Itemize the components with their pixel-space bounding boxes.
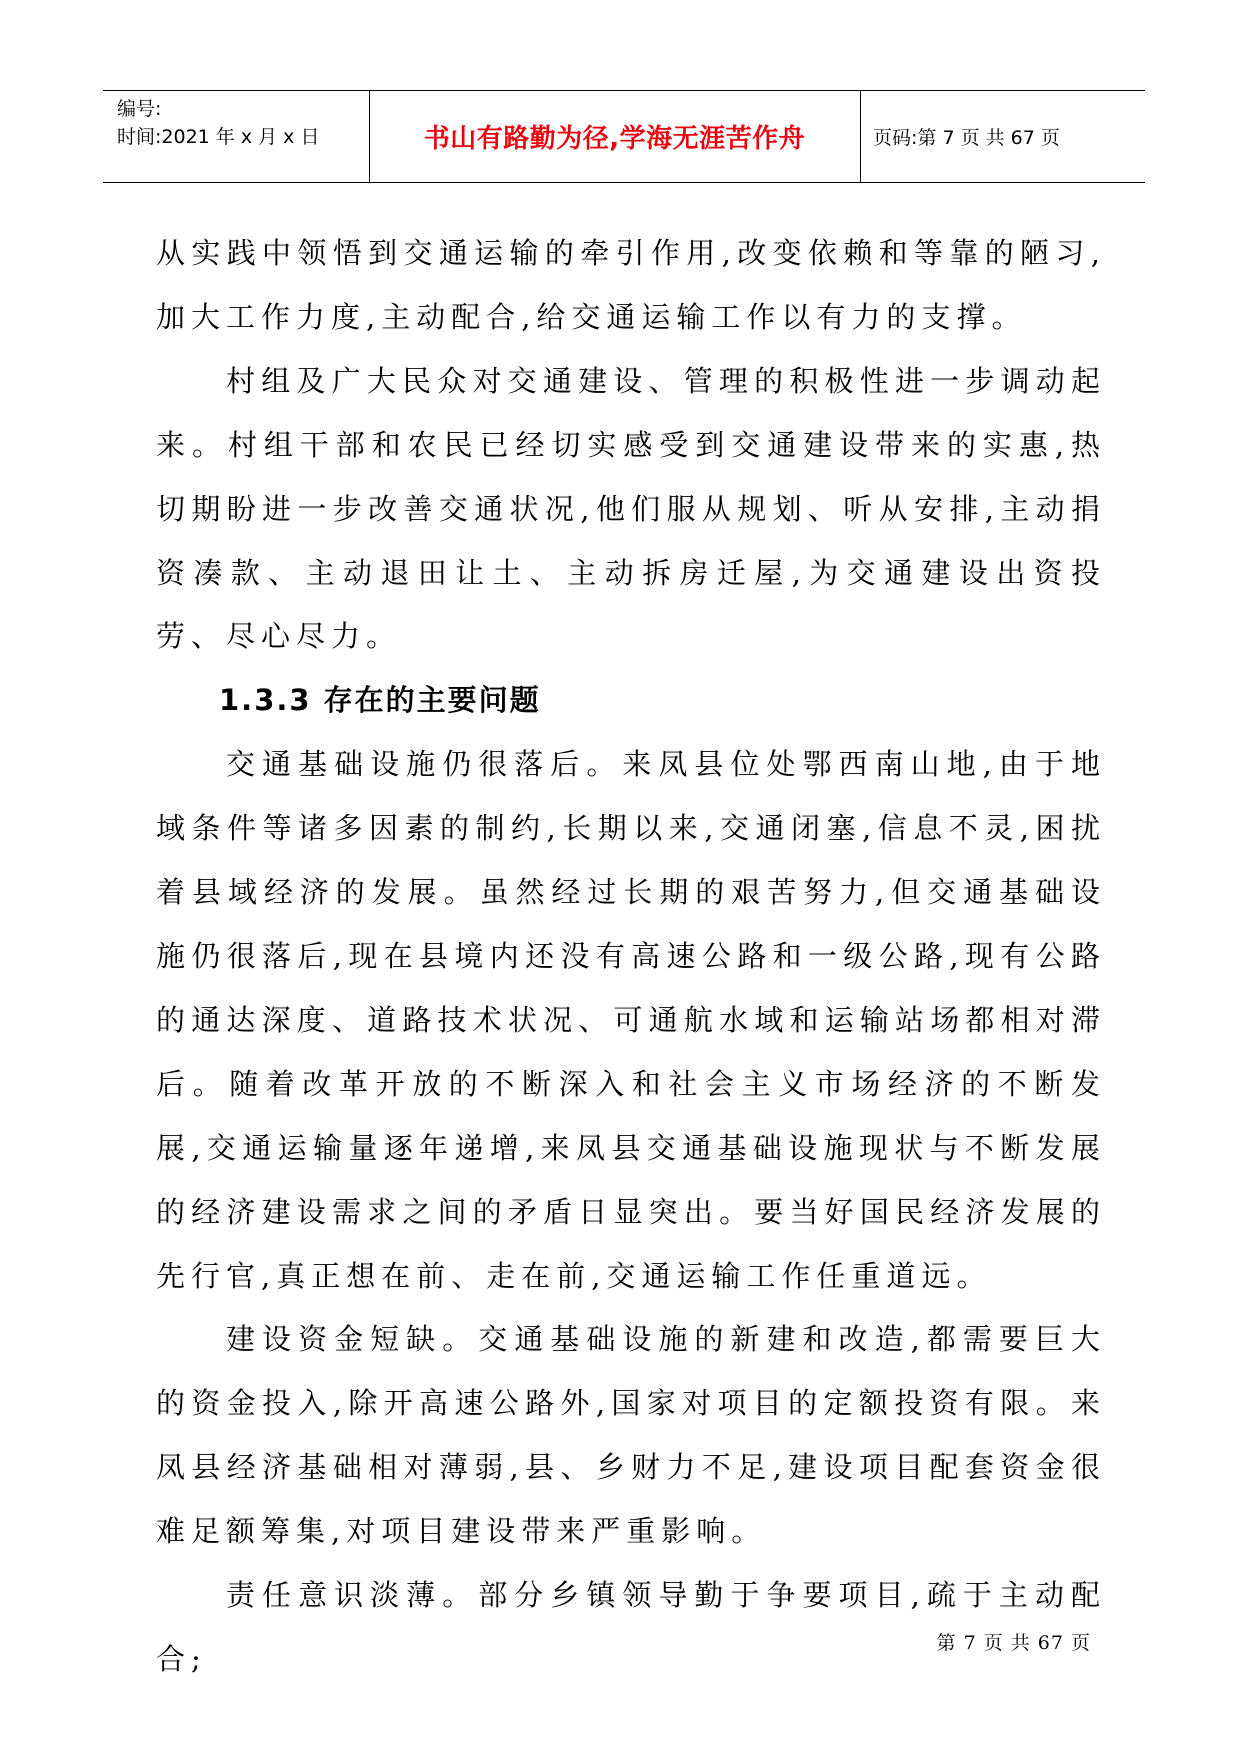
paragraph-funding: 建设资金短缺。交通基础设施的新建和改造,都需要巨大的资金投入,除开高速公路外,国家对项目的定额投资有限。来凤县经济基础相对薄弱,县、乡财力不足,建设项目配套资金很难足额筹集,对项目建设带来严重影响。 — [156, 1322, 1106, 1549]
time-label: 时间:2021 年 x 月 x 日 — [117, 126, 320, 148]
header-page-code: 页码:第 7 页 共 67 页 — [873, 126, 1060, 149]
page-header — [103, 90, 1145, 183]
paragraph-continuation: 从实践中领悟到交通运输的牵引作用,改变依赖和等靠的陋习,加大工作力度,主动配合,给交通运输工作以有力的支撑。 — [156, 236, 1106, 334]
serial-number-label: 编号: — [117, 98, 162, 120]
document-body — [156, 222, 1106, 1692]
header-divider-right — [860, 91, 861, 182]
section-heading: 1.3.3 存在的主要问题 — [219, 683, 541, 718]
paragraph-public-enthusiasm: 村组及广大民众对交通建设、管理的积极性进一步调动起来。村组干部和农民已经切实感受到交通建设带来的实惠,热切期盼进一步改善交通状况,他们服从规划、听从安排,主动捐资凑款、主动退田让土、主动拆房迁屋,为交通建设出资投劳、尽心尽力。 — [156, 363, 1106, 654]
header-motto: 书山有路勤为径,学海无涯苦作舟 — [423, 123, 806, 154]
paragraph-responsibility: 责任意识淡薄。部分乡镇领导勤于争要项目,疏于主动配合; — [156, 1578, 1106, 1676]
page-footer: 第 7 页 共 67 页 — [936, 1632, 1091, 1654]
paragraph-infrastructure: 交通基础设施仍很落后。来凤县位处鄂西南山地,由于地域条件等诸多因素的制约,长期以来,交通闭塞,信息不灵,困扰着县域经济的发展。虽然经过长期的艰苦努力,但交通基础设施仍很落后,现在县境内还没有高速公路和一级公路,现有公路的通达深度、道路技术状况、可通航水域和运输站场都相对滞后。随着改革开放的不断深入和社会主义市场经济的不断发展,交通运输量逐年递增,来凤县交通基础设施现状与不断发展的经济建设需求之间的矛盾日显突出。要当好国民经济发展的先行官,真正想在前、走在前,交通运输工作任重道远。 — [156, 747, 1106, 1293]
